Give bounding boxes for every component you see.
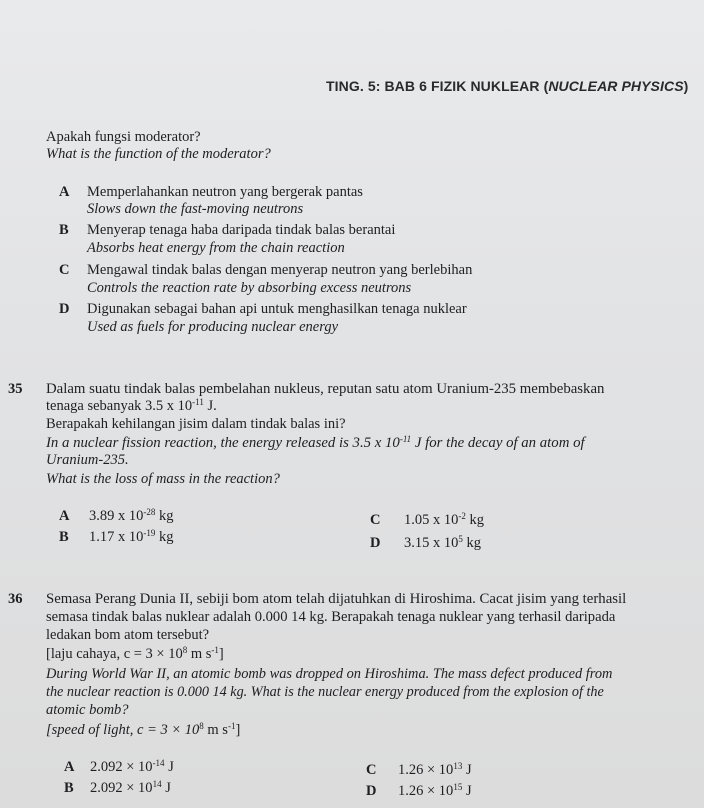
q35-line2: tenaga sebanyak 3.5 x $10^{-11}$ J.: [46, 397, 217, 414]
q35-option-c-value: 1.05 x $10^{-2}$ kg: [404, 511, 484, 528]
q35-option-a-letter: A: [59, 508, 70, 524]
q35-en-line1: In a nuclear fission reaction, the energy released is 3.5 x $10^{-11}$ J for the decay of an atom of: [46, 434, 585, 451]
q34-option-b-letter: B: [59, 222, 69, 238]
q35-option-c-letter: C: [370, 512, 381, 528]
q34-option-d-letter: D: [59, 301, 70, 317]
q34-stem-ms: Apakah fungsi moderator?: [46, 129, 201, 145]
q36-en-line3: atomic bomb?: [46, 702, 129, 718]
q36-line4: [laju cahaya, $c = 3 \times 10^8$ m $s^{-1}$]: [46, 645, 224, 662]
q34-option-b-en: Absorbs heat energy from the chain reaction: [87, 240, 345, 256]
q35-option-b-value: 1.17 x $10^{-19}$ kg: [89, 528, 174, 545]
q36-en-line4: [speed of light, $c = 3 \times 10^8$ m $s^{-1}$]: [46, 721, 241, 738]
q34-stem-en: What is the function of the moderator?: [46, 146, 271, 162]
q34-option-b-ms: Menyerap tenaga haba daripada tindak balas berantai: [87, 222, 396, 238]
q36-option-c-letter: C: [366, 762, 377, 778]
q34-option-d-ms: Digunakan sebagai bahan api untuk menghasilkan tenaga nuklear: [87, 301, 467, 317]
q36-option-b-letter: B: [64, 780, 74, 796]
q36-en-line1: During World War II, an atomic bomb was dropped on Hiroshima. The mass defect produced from: [46, 666, 613, 682]
header-title-end: ): [683, 78, 689, 94]
q36-option-a-value: $2.092 \times 10^{-14}$ J: [90, 758, 174, 775]
q35-number: 35: [8, 381, 23, 397]
q36-option-b-value: $2.092 \times 10^{14}$ J: [90, 779, 171, 796]
q35-option-b-letter: B: [59, 529, 69, 545]
q34-option-c-letter: C: [59, 262, 70, 278]
q35-en-line2: Uranium-235.: [46, 452, 129, 468]
q36-line3: ledakan bom atom tersebut?: [46, 627, 210, 643]
q35-option-a-value: 3.89 x $10^{-28}$ kg: [89, 507, 174, 524]
q34-option-a-ms: Memperlahankan neutron yang bergerak pantas: [87, 184, 363, 200]
q34-option-a-en: Slows down the fast-moving neutrons: [87, 201, 304, 217]
q36-option-c-value: $1.26 \times 10^{13}$ J: [398, 761, 472, 778]
q36-line1: Semasa Perang Dunia II, sebiji bom atom telah dijatuhkan di Hiroshima. Cacat jisim yang terhasil: [46, 591, 627, 607]
q36-en-line2: the nuclear reaction is 0.000 14 kg. What is the nuclear energy produced from the explosion of the: [46, 684, 604, 700]
q35-line1: Dalam suatu tindak balas pembelahan nukleus, reputan satu atom Uranium-235 membebaskan: [46, 381, 605, 397]
q35-option-d-value: 3.15 x $10^5$ kg: [404, 534, 481, 551]
q36-option-a-letter: A: [64, 759, 75, 775]
q34-option-c-ms: Mengawal tindak balas dengan menyerap neutron yang berlebihan: [87, 262, 473, 278]
q36-line2: semasa tindak balas nuklear adalah 0.000 14 kg. Berapakah tenaga nuklear yang terhasil daripada: [46, 609, 616, 625]
q35-option-d-letter: D: [370, 535, 381, 551]
chapter-header: [326, 78, 688, 94]
q35-en-line3: What is the loss of mass in the reaction?: [46, 471, 280, 487]
q36-option-d-letter: D: [366, 783, 377, 799]
q34-option-c-en: Controls the reaction rate by absorbing excess neutrons: [87, 280, 412, 296]
q36-option-d-value: $1.26 \times 10^{15}$ J: [398, 782, 472, 799]
q36-number: 36: [8, 591, 23, 607]
q34-option-d-en: Used as fuels for producing nuclear energy: [87, 319, 339, 335]
header-title-italic: NUCLEAR PHYSICS: [548, 78, 684, 94]
q35-line3: Berapakah kehilangan jisim dalam tindak balas ini?: [46, 416, 346, 432]
header-title: TING. 5: BAB 6 FIZIK NUKLEAR (: [326, 78, 549, 94]
q34-option-a-letter: A: [59, 184, 70, 200]
